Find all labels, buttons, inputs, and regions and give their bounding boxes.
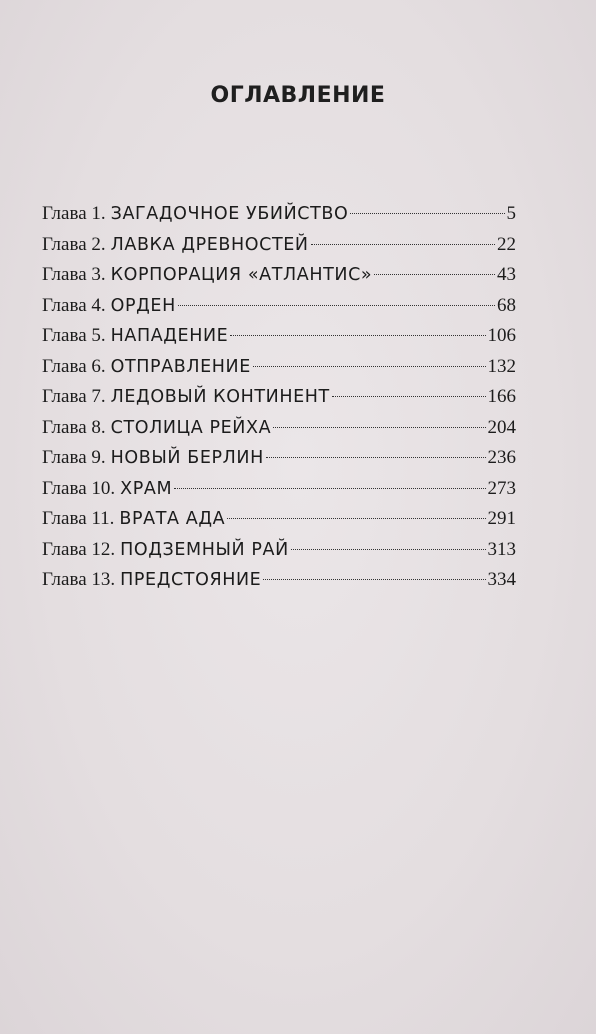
dot-leader <box>332 396 486 397</box>
page-number: 43 <box>497 264 516 285</box>
toc-entry <box>42 264 516 295</box>
toc-entry <box>42 508 516 539</box>
page-number: 204 <box>487 416 516 438</box>
toc-entry <box>42 417 516 448</box>
page-title: ОГЛАВЛЕНИЕ <box>210 83 386 108</box>
toc-entry <box>42 203 516 234</box>
toc-entry <box>42 234 516 265</box>
toc-entry <box>42 356 516 387</box>
chapter-title: ПОДЗЕМНЫЙ РАЙ <box>120 539 289 560</box>
dot-leader <box>253 366 486 367</box>
dot-leader <box>263 579 485 580</box>
page-number: 106 <box>487 325 516 346</box>
chapter-prefix: Глава 6. <box>42 355 106 377</box>
dot-leader <box>374 274 495 275</box>
chapter-prefix: Глава 10. <box>42 477 116 499</box>
page-number: 334 <box>487 569 516 590</box>
page-number: 236 <box>487 447 516 468</box>
page-number: 273 <box>487 477 516 499</box>
chapter-prefix: Глава 11. <box>42 508 115 529</box>
page-number: 291 <box>487 508 516 529</box>
chapter-title: ЛАВКА ДРЕВНОСТЕЙ <box>110 234 309 255</box>
chapter-prefix: Глава 5. <box>42 325 106 346</box>
table-of-contents <box>42 203 516 600</box>
chapter-title: НОВЫЙ БЕРЛИН <box>110 448 264 468</box>
toc-entry <box>42 569 516 600</box>
dot-leader <box>311 244 495 245</box>
chapter-title: СТОЛИЦА РЕЙХА <box>110 417 272 438</box>
chapter-prefix: Глава 8. <box>42 416 106 438</box>
page-number: 166 <box>487 386 516 407</box>
page-number: 132 <box>487 355 516 377</box>
page-number: 313 <box>487 538 516 560</box>
dot-leader <box>227 518 485 519</box>
chapter-prefix: Глава 7. <box>42 386 106 407</box>
page-number: 5 <box>506 203 516 224</box>
chapter-prefix: Глава 4. <box>42 294 106 316</box>
toc-entry <box>42 325 516 356</box>
page-number: 68 <box>497 294 516 316</box>
chapter-prefix: Глава 9. <box>42 447 106 468</box>
chapter-title: ПРЕДСТОЯНИЕ <box>120 570 262 590</box>
page-number: 22 <box>497 233 516 255</box>
chapter-title: КОРПОРАЦИЯ «АТЛАНТИС» <box>110 265 373 285</box>
dot-leader <box>174 488 485 489</box>
chapter-title: ВРАТА АДА <box>119 509 226 529</box>
chapter-title: ЗАГАДОЧНОЕ УБИЙСТВО <box>110 204 349 224</box>
chapter-prefix: Глава 3. <box>42 264 106 285</box>
chapter-prefix: Глава 1. <box>42 203 106 224</box>
toc-entry <box>42 447 516 478</box>
chapter-title: ОРДЕН <box>110 295 176 316</box>
dot-leader <box>291 549 486 550</box>
dot-leader <box>273 427 485 428</box>
chapter-prefix: Глава 13. <box>42 569 116 590</box>
chapter-title: НАПАДЕНИЕ <box>110 326 229 346</box>
chapter-prefix: Глава 2. <box>42 233 106 255</box>
toc-entry <box>42 478 516 509</box>
dot-leader <box>350 213 504 214</box>
dot-leader <box>266 457 486 458</box>
dot-leader <box>230 335 485 336</box>
toc-entry <box>42 295 516 326</box>
toc-entry <box>42 539 516 570</box>
chapter-prefix: Глава 12. <box>42 538 116 560</box>
chapter-title: ОТПРАВЛЕНИЕ <box>110 356 251 377</box>
chapter-title: ХРАМ <box>120 478 173 499</box>
dot-leader <box>178 305 495 306</box>
chapter-title: ЛЕДОВЫЙ КОНТИНЕНТ <box>110 387 330 407</box>
toc-entry <box>42 386 516 417</box>
